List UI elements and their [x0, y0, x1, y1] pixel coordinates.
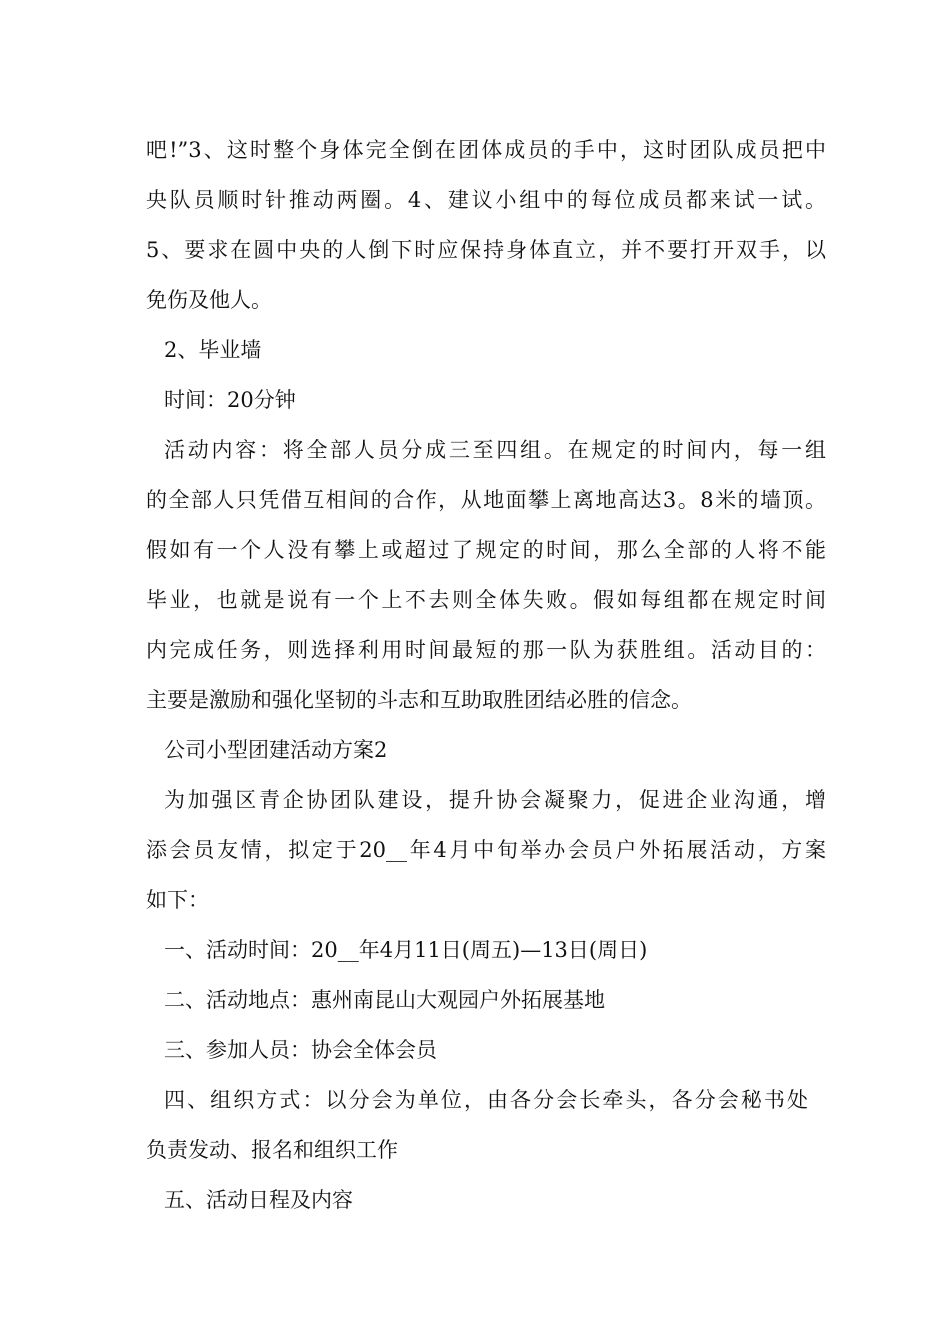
activity-content-line-3: 假如有一个人没有攀上或超过了规定的时间，那么全部的人将不能 — [146, 538, 826, 562]
body-line-1: 吧!”3、这时整个身体完全倒在团体成员的手中，这时团队成员把中 — [146, 138, 826, 162]
body-line-4: 免伤及他人。 — [146, 288, 272, 312]
activity-content-line-1: 活动内容：将全部人员分成三至四组。在规定的时间内，每一组 — [164, 438, 826, 462]
activity-content-line-5: 内完成任务，则选择利用时间最短的那一队为获胜组。活动目的： — [146, 638, 826, 662]
activity-content-line-2: 的全部人只凭借互相间的合作，从地面攀上离地高达3。8米的墙顶。 — [146, 488, 826, 512]
plan-intro-line-1: 为加强区青企协团队建设，提升协会凝聚力，促进企业沟通，增 — [164, 788, 826, 812]
item-schedule-heading: 五、活动日程及内容 — [164, 1188, 353, 1212]
item-activity-location: 二、活动地点：惠州南昆山大观园户外拓展基地 — [164, 988, 605, 1012]
plan-intro-line-2: 添会员友情，拟定于20__年4月中旬举办会员户外拓展活动，方案 — [146, 838, 826, 862]
activity-content-line-4: 毕业，也就是说有一个上不去则全体失败。假如每组都在规定时间 — [146, 588, 826, 612]
activity-time-line: 时间：20分钟 — [164, 388, 296, 412]
item-organization-line-1: 四、组织方式：以分会为单位，由各分会长牵头，各分会秘书处 — [164, 1088, 808, 1112]
body-line-3: 5、要求在圆中央的人倒下时应保持身体直立，并不要打开双手，以 — [146, 238, 826, 262]
body-line-2: 央队员顺时针推动两圈。4、建议小组中的每位成员都来试一试。 — [146, 188, 826, 212]
item-activity-time: 一、活动时间：20__年4月11日(周五)—13日(周日) — [164, 938, 648, 962]
section-heading-graduation-wall: 2、毕业墙 — [164, 338, 262, 362]
plan-title-2: 公司小型团建活动方案2 — [164, 738, 388, 762]
item-organization-line-2: 负责发动、报名和组织工作 — [146, 1138, 398, 1162]
activity-content-line-6: 主要是激励和强化坚韧的斗志和互助取胜团结必胜的信念。 — [146, 688, 692, 712]
item-participants: 三、参加人员：协会全体会员 — [164, 1038, 437, 1062]
plan-intro-line-3: 如下： — [146, 888, 209, 912]
